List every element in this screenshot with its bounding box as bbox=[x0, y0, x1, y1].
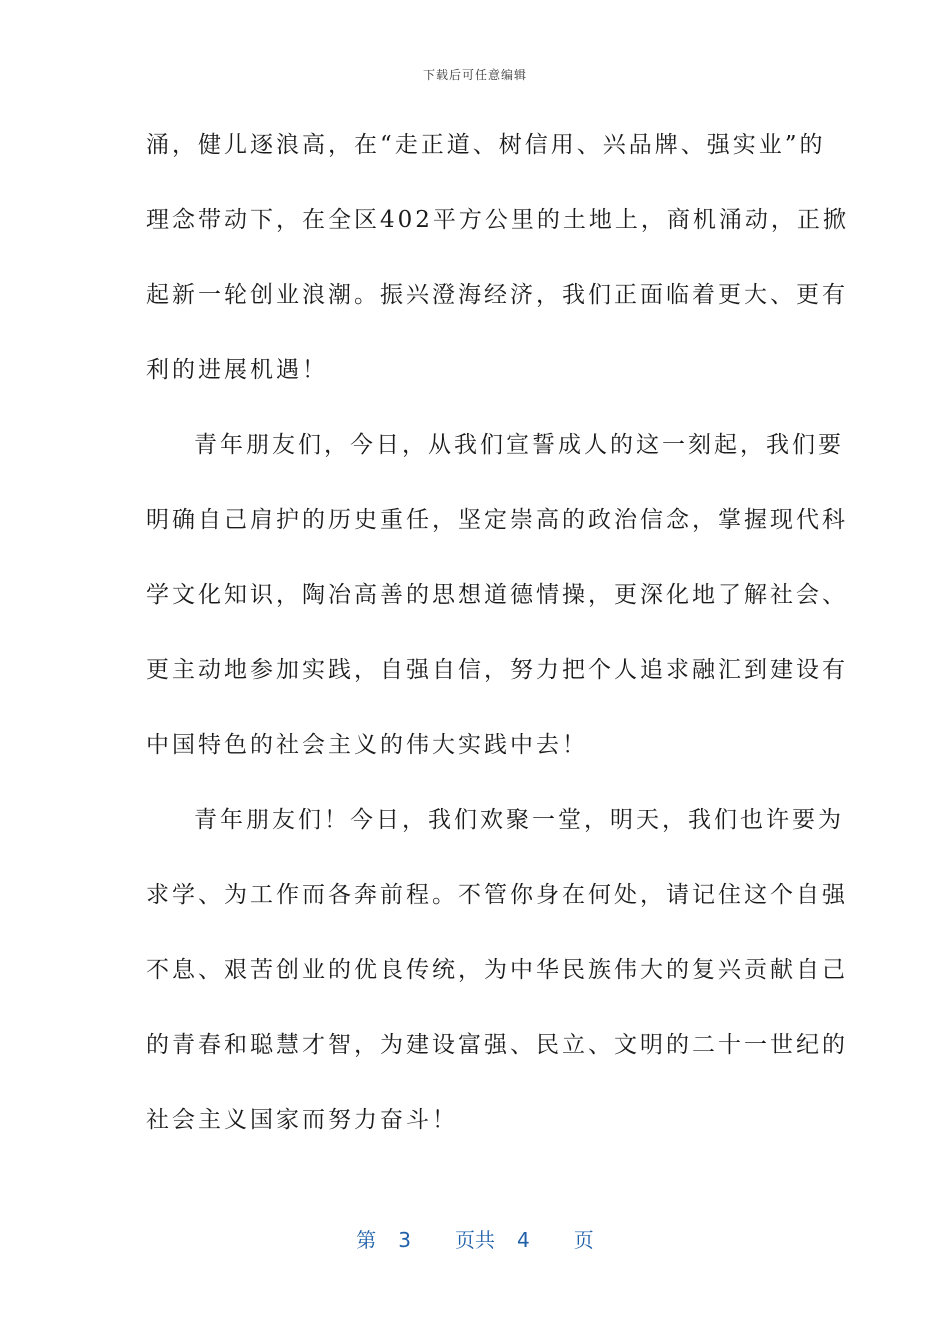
text-line: 不息、艰苦创业的优良传统，为中华民族伟大的复兴贡献自己 bbox=[146, 957, 848, 983]
page-mid: 页共 bbox=[455, 1228, 495, 1252]
text-line: 青年朋友们，今日，从我们宣誓成人的这一刻起，我们要 bbox=[194, 432, 844, 458]
page-prefix: 第 bbox=[356, 1228, 377, 1252]
text-line: 中国特色的社会主义的伟大实践中去！ bbox=[146, 732, 588, 758]
paragraph-1 bbox=[146, 120, 849, 420]
paragraph-2 bbox=[146, 420, 848, 795]
text-line: 的青春和聪慧才智，为建设富强、民立、文明的二十一世纪的 bbox=[146, 1032, 848, 1058]
document-body bbox=[146, 120, 849, 1170]
text-line: 明确自己肩护的历史重任，坚定崇高的政治信念，掌握现代科 bbox=[146, 507, 848, 533]
total-pages-number: 4 bbox=[517, 1228, 530, 1252]
text-line: 起新一轮创业浪潮。振兴澄海经济，我们正面临着更大、更有 bbox=[146, 282, 848, 308]
text-line: 利的进展机遇！ bbox=[146, 357, 328, 383]
text-line: 求学、为工作而各奔前程。不管你身在何处，请记住这个自强 bbox=[146, 882, 848, 908]
text-line: 更主动地参加实践，自强自信，努力把个人追求融汇到建设有 bbox=[146, 657, 848, 683]
text-line: 理念带动下，在全区402平方公里的土地上，商机涌动，正掀 bbox=[146, 207, 849, 233]
current-page-number: 3 bbox=[398, 1228, 411, 1252]
text-line: 社会主义国家而努力奋斗！ bbox=[146, 1107, 458, 1133]
page-suffix: 页 bbox=[573, 1228, 594, 1252]
text-line: 青年朋友们！今日，我们欢聚一堂，明天，我们也许要为 bbox=[194, 807, 844, 833]
page-footer bbox=[0, 1224, 950, 1253]
text-line: 涌，健儿逐浪高，在“走正道、树信用、兴品牌、强实业”的 bbox=[146, 132, 826, 158]
text-line: 学文化知识，陶冶高善的思想道德情操，更深化地了解社会、 bbox=[146, 582, 848, 608]
page-header: 下载后可任意编辑 bbox=[422, 68, 527, 82]
paragraph-3 bbox=[146, 795, 848, 1170]
